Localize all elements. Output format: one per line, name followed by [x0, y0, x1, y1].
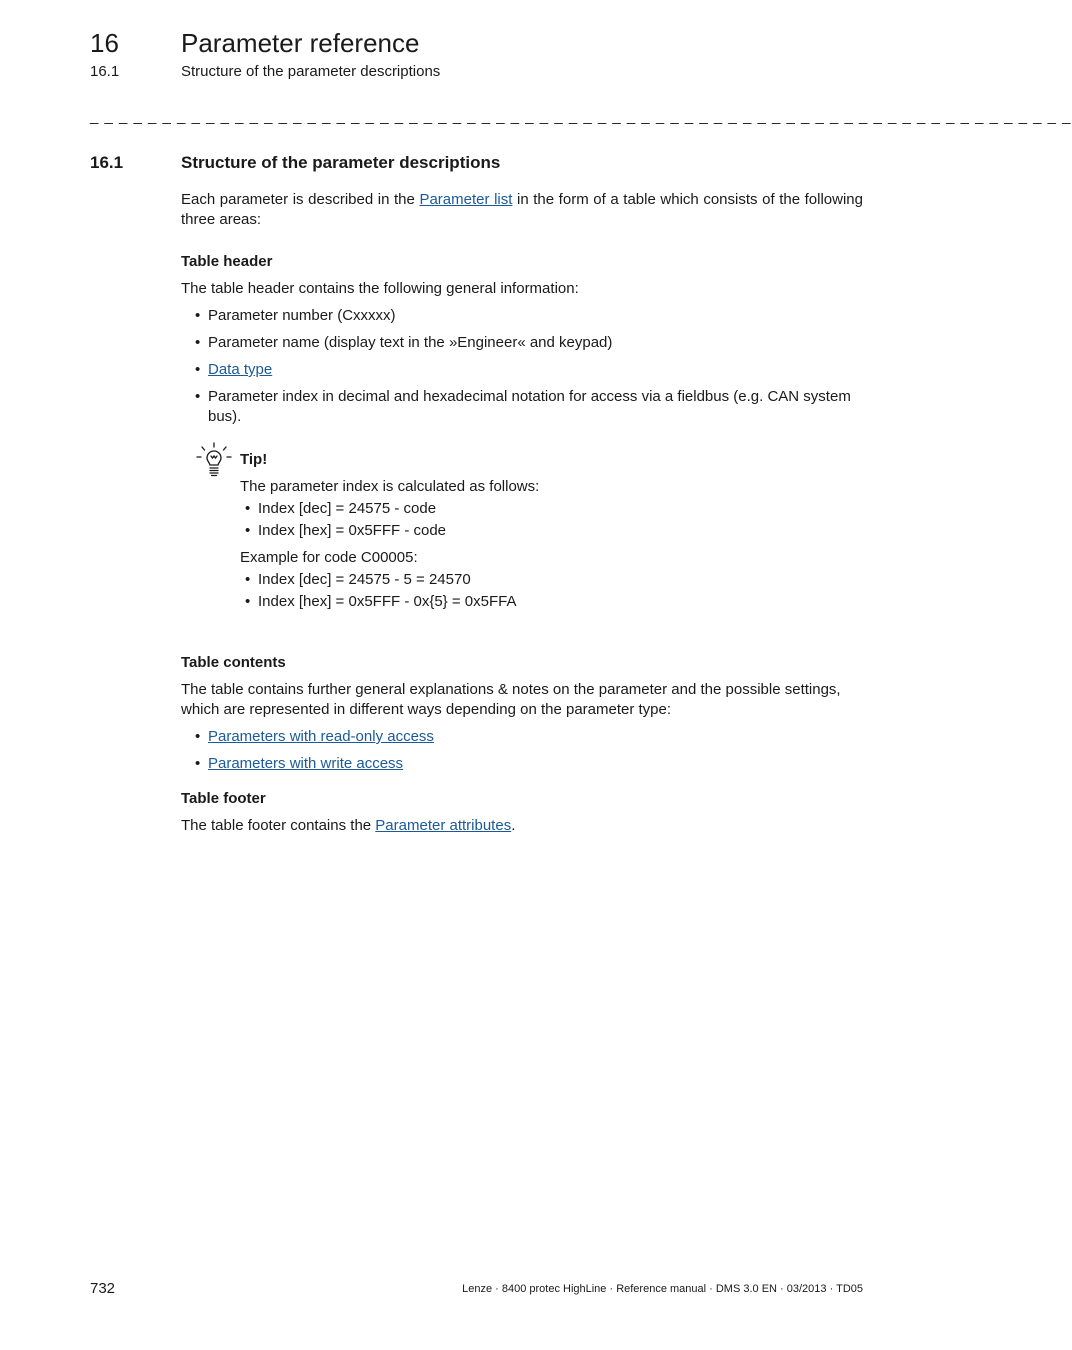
parameter-list-link[interactable]: Parameter list	[419, 191, 513, 208]
table-header-text: The table header contains the following general information:	[181, 280, 579, 297]
table-footer-text	[181, 816, 863, 836]
table-header-list	[181, 306, 863, 427]
list-item: • Index [hex] = 0x5FFF - 0x{5} = 0x5FFA	[240, 592, 863, 612]
section-number: 16.1	[90, 153, 124, 172]
list-item	[181, 727, 863, 747]
tip-example-list	[240, 570, 863, 612]
list-item: • Index [hex] = 0x5FFF - code	[240, 521, 863, 541]
list-item: • Index [dec] = 24575 - 5 = 24570	[240, 570, 863, 590]
parameter-attributes-link[interactable]: Parameter attributes	[375, 817, 512, 834]
document-info: Lenze · 8400 protec HighLine · Reference manual · DMS 3.0 EN · 03/2013 · TD05	[462, 1283, 863, 1295]
table-contents-list	[181, 727, 863, 774]
tip-text: The parameter index is calculated as follows:	[240, 478, 540, 495]
list-item: • Parameter number (Cxxxxx)	[181, 306, 863, 326]
table-header-heading: Table header	[181, 253, 273, 270]
page-number: 732	[90, 1280, 116, 1297]
write-params-link[interactable]: Parameters with write access	[208, 755, 404, 772]
list-item	[181, 360, 863, 380]
running-section-title: Structure of the parameter descriptions	[181, 63, 441, 80]
table-contents-heading: Table contents	[181, 654, 286, 671]
data-type-link[interactable]: Data type	[208, 361, 273, 378]
section-title: Structure of the parameter descriptions	[181, 153, 501, 172]
tip-formula-list	[240, 499, 863, 541]
read-only-params-link[interactable]: Parameters with read-only access	[208, 728, 434, 745]
main-content	[181, 190, 863, 836]
header-separator: _ _ _ _ _ _ _ _ _ _ _ _ _ _ _ _ _ _ _ _ _ _ _ _ _ _ _ _ _ _ _ _ _ _ _ _ _ _ _ _ _ _ _ _ _ _ _ _ _ _ _ _ _ _ _ _ _ _ _ _ _ _ _ _ _ _ _ _	[90, 108, 1072, 125]
tip-example-text: Example for code C00005:	[240, 549, 418, 566]
list-item: • Index [dec] = 24575 - code	[240, 499, 863, 519]
footer-text-end: .	[511, 817, 516, 834]
tip-box	[181, 450, 863, 612]
tip-title: Tip!	[240, 451, 268, 468]
intro-paragraph	[181, 190, 863, 230]
chapter-number: 16	[90, 28, 119, 58]
intro-text-rest: in the form of a table which consists of the following three areas:	[181, 191, 863, 228]
footer-text: The table footer contains the	[181, 817, 376, 834]
list-item: • Parameter name (display text in the »Engineer« and keypad)	[181, 333, 863, 353]
intro-text: Each parameter is described in the	[181, 191, 420, 208]
table-contents-text: The table contains further general explanations & notes on the parameter and the possible settings, which are represented in different ways depending on the parameter type:	[181, 681, 841, 718]
lightbulb-icon	[195, 442, 233, 480]
table-footer-heading: Table footer	[181, 790, 266, 807]
chapter-title: Parameter reference	[181, 28, 420, 58]
list-item: • Parameter index in decimal and hexadecimal notation for access via a fieldbus (e.g. CAN system bus).	[181, 387, 863, 427]
running-section-number: 16.1	[90, 63, 120, 80]
list-item	[181, 754, 863, 774]
